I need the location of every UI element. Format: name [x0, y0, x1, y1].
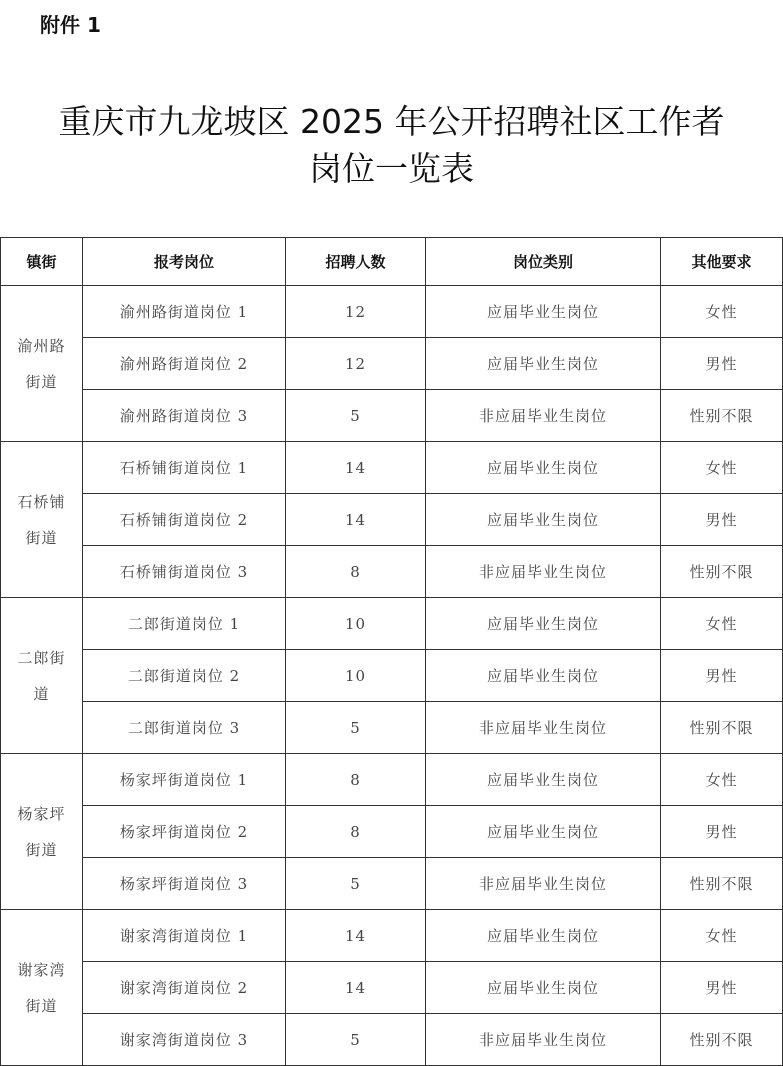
category-cell: 应届毕业生岗位: [426, 962, 661, 1014]
requirement-cell: 性别不限: [661, 390, 783, 442]
street-name-line: 二郎街: [17, 648, 66, 667]
table-row: [1, 806, 783, 858]
count-cell: 10: [286, 650, 426, 702]
category-cell: 应届毕业生岗位: [426, 494, 661, 546]
table-row: [1, 598, 783, 650]
count-cell: 8: [286, 806, 426, 858]
table-row: [1, 390, 783, 442]
requirement-cell: 男性: [661, 650, 783, 702]
position-cell: 杨家坪街道岗位 2: [83, 806, 286, 858]
count-cell: 14: [286, 442, 426, 494]
position-cell: 二郎街道岗位 1: [83, 598, 286, 650]
count-cell: 12: [286, 338, 426, 390]
count-cell: 14: [286, 962, 426, 1014]
category-cell: 应届毕业生岗位: [426, 442, 661, 494]
position-cell: 石桥铺街道岗位 1: [83, 442, 286, 494]
count-cell: 14: [286, 494, 426, 546]
table-row: [1, 858, 783, 910]
category-cell: 应届毕业生岗位: [426, 650, 661, 702]
street-name-line: 街道: [25, 528, 58, 547]
requirement-cell: 女性: [661, 910, 783, 962]
count-cell: 5: [286, 702, 426, 754]
position-cell: 石桥铺街道岗位 2: [83, 494, 286, 546]
count-cell: 8: [286, 754, 426, 806]
count-cell: 10: [286, 598, 426, 650]
street-name-line: 街道: [25, 840, 58, 859]
street-cell: [1, 754, 83, 910]
category-cell: 应届毕业生岗位: [426, 910, 661, 962]
category-cell: 非应届毕业生岗位: [426, 702, 661, 754]
category-cell: 应届毕业生岗位: [426, 598, 661, 650]
column-header-position: 报考岗位: [83, 238, 286, 286]
position-cell: 渝州路街道岗位 2: [83, 338, 286, 390]
street-name-line: 街道: [25, 996, 58, 1015]
table-row: [1, 286, 783, 338]
table-row: [1, 338, 783, 390]
position-cell: 渝州路街道岗位 1: [83, 286, 286, 338]
category-cell: 非应届毕业生岗位: [426, 390, 661, 442]
street-cell: [1, 286, 83, 442]
category-cell: 非应届毕业生岗位: [426, 858, 661, 910]
category-cell: 应届毕业生岗位: [426, 286, 661, 338]
position-cell: 杨家坪街道岗位 3: [83, 858, 286, 910]
table-body: [1, 286, 783, 1066]
count-cell: 5: [286, 858, 426, 910]
street-name-line: 杨家坪: [17, 804, 66, 823]
category-cell: 应届毕业生岗位: [426, 754, 661, 806]
requirement-cell: 女性: [661, 442, 783, 494]
position-cell: 谢家湾街道岗位 3: [83, 1014, 286, 1066]
table-row: [1, 962, 783, 1014]
requirement-cell: 男性: [661, 494, 783, 546]
requirement-cell: 性别不限: [661, 546, 783, 598]
table-row: [1, 754, 783, 806]
table-row: [1, 910, 783, 962]
requirement-cell: 性别不限: [661, 1014, 783, 1066]
requirement-cell: 性别不限: [661, 702, 783, 754]
street-cell: [1, 598, 83, 754]
street-name-line: 石桥铺: [17, 492, 66, 511]
count-cell: 5: [286, 390, 426, 442]
requirement-cell: 男性: [661, 962, 783, 1014]
position-cell: 石桥铺街道岗位 3: [83, 546, 286, 598]
position-cell: 谢家湾街道岗位 1: [83, 910, 286, 962]
title-line-2: 岗位一览表: [309, 149, 474, 188]
category-cell: 非应届毕业生岗位: [426, 1014, 661, 1066]
title-line-1: 重庆市九龙坡区 2025 年公开招聘社区工作者: [58, 102, 725, 141]
category-cell: 应届毕业生岗位: [426, 338, 661, 390]
position-cell: 二郎街道岗位 2: [83, 650, 286, 702]
table-row: [1, 494, 783, 546]
page-title: [0, 98, 783, 192]
street-cell: [1, 442, 83, 598]
street-name-line: 街道: [25, 372, 58, 391]
street-name-line: 渝州路: [17, 336, 66, 355]
count-cell: 12: [286, 286, 426, 338]
requirement-cell: 女性: [661, 598, 783, 650]
column-header-count: 招聘人数: [286, 238, 426, 286]
position-cell: 谢家湾街道岗位 2: [83, 962, 286, 1014]
table-row: [1, 546, 783, 598]
requirement-cell: 女性: [661, 286, 783, 338]
count-cell: 14: [286, 910, 426, 962]
column-header-category: 岗位类别: [426, 238, 661, 286]
column-header-street: 镇街: [1, 238, 83, 286]
street-name-line: 道: [33, 684, 50, 703]
table-row: [1, 650, 783, 702]
column-header-requirement: 其他要求: [661, 238, 783, 286]
table-row: [1, 702, 783, 754]
table-row: [1, 442, 783, 494]
table-header-row: [1, 238, 783, 286]
position-cell: 渝州路街道岗位 3: [83, 390, 286, 442]
requirement-cell: 男性: [661, 338, 783, 390]
table-row: [1, 1014, 783, 1066]
attachment-label: 附件 1: [40, 13, 101, 37]
street-cell: [1, 910, 83, 1066]
position-cell: 二郎街道岗位 3: [83, 702, 286, 754]
requirement-cell: 女性: [661, 754, 783, 806]
category-cell: 应届毕业生岗位: [426, 806, 661, 858]
count-cell: 8: [286, 546, 426, 598]
requirement-cell: 男性: [661, 806, 783, 858]
count-cell: 5: [286, 1014, 426, 1066]
requirement-cell: 性别不限: [661, 858, 783, 910]
category-cell: 非应届毕业生岗位: [426, 546, 661, 598]
positions-table: [0, 237, 783, 1066]
street-name-line: 谢家湾: [17, 960, 66, 979]
position-cell: 杨家坪街道岗位 1: [83, 754, 286, 806]
